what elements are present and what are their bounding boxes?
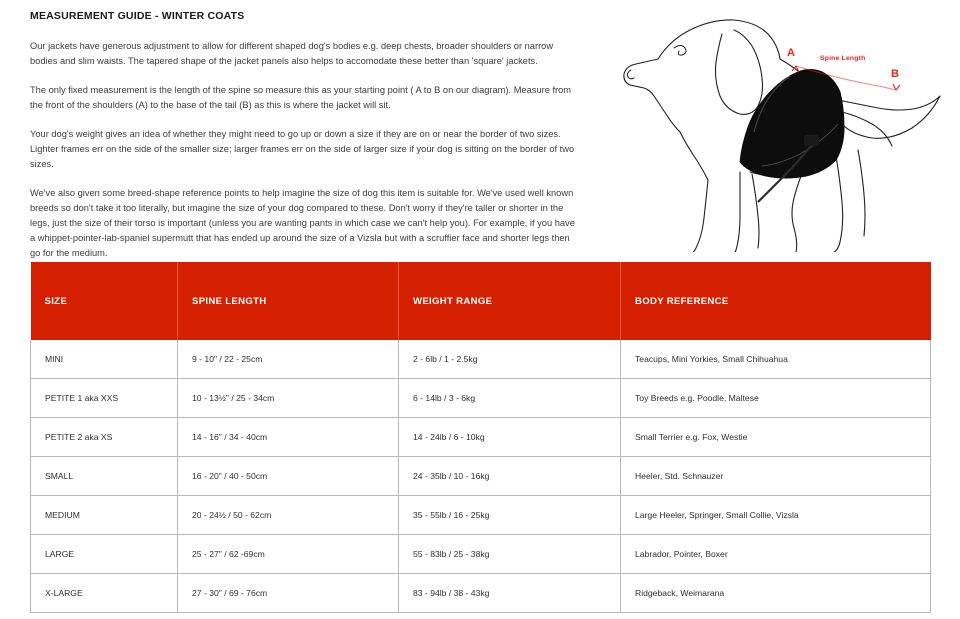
table-row — [31, 340, 931, 379]
guide-paragraph-3: Your dog's weight gives an idea of whether they might need to go up or down a size if they are on or near the border of two sizes. Lighter frames err on the side of the smaller size; larger frames err on the side of larger size if your dog is sitting on the border of two sizes. — [30, 128, 575, 169]
cell-size: MEDIUM — [31, 496, 178, 535]
cell-spine: 14 - 16" / 34 - 40cm — [178, 418, 399, 457]
cell-weight: 14 - 24lb / 6 - 10kg — [399, 418, 621, 457]
size-chart-table — [30, 262, 931, 613]
cell-size: PETITE 2 aka XS — [31, 418, 178, 457]
spine-length-caption: Spine Length — [820, 55, 866, 62]
cell-spine: 10 - 13½" / 25 - 34cm — [178, 379, 399, 418]
table-row — [31, 379, 931, 418]
guide-paragraph-2: The only fixed measurement is the length of the spine so measure this as your starting point ( A to B on our diagram). Measure from the front of the shoulders (A) to the base of the tail (B) as this is where the jacket will sit. — [30, 84, 572, 110]
guide-intro-section — [0, 0, 960, 259]
cell-spine: 20 - 24½ / 50 - 62cm — [178, 496, 399, 535]
cell-spine: 25 - 27" / 62 -69cm — [178, 535, 399, 574]
guide-paragraph-1: Our jackets have generous adjustment to allow for different shaped dog's bodies e.g. deep chests, broader shoulders or narrow bodies and slim waists. The tapered shape of the jacket panels also helps to accomodate these better than 'square' jackets. — [30, 40, 554, 66]
cell-weight: 35 - 55lb / 16 - 25kg — [399, 496, 621, 535]
dog-coat-shape — [740, 70, 844, 179]
size-chart-section — [30, 262, 930, 613]
column-header-body-reference: BODY REFERENCE — [621, 262, 931, 340]
table-row — [31, 418, 931, 457]
cell-body-reference: Labrador, Pointer, Boxer — [621, 535, 931, 574]
table-row — [31, 574, 931, 613]
cell-body-reference: Small Terrier e.g. Fox, Westie — [621, 418, 931, 457]
cell-size: X-LARGE — [31, 574, 178, 613]
cell-weight: 83 - 94lb / 38 - 43kg — [399, 574, 621, 613]
cell-weight: 6 - 14lb / 3 - 6kg — [399, 379, 621, 418]
column-header-spine-length: SPINE LENGTH — [178, 262, 399, 340]
point-b-label: B — [891, 68, 899, 80]
cell-size: LARGE — [31, 535, 178, 574]
page-title: MEASUREMENT GUIDE - WINTER COATS — [30, 10, 245, 22]
cell-spine: 27 - 30" / 69 - 76cm — [178, 574, 399, 613]
table-row — [31, 457, 931, 496]
point-a-label: A — [787, 47, 795, 59]
cell-body-reference: Teacups, Mini Yorkies, Small Chihuahua — [621, 340, 931, 379]
cell-body-reference: Large Heeler, Springer, Small Collie, Vizsla — [621, 496, 931, 535]
table-header-row — [31, 262, 931, 340]
cell-body-reference: Ridgeback, Weimarana — [621, 574, 931, 613]
table-row — [31, 496, 931, 535]
cell-weight: 2 - 6lb / 1 - 2.5kg — [399, 340, 621, 379]
cell-weight: 55 - 83lb / 25 - 38kg — [399, 535, 621, 574]
column-header-weight-range: WEIGHT RANGE — [399, 262, 621, 340]
guide-text-column — [30, 10, 578, 261]
cell-size: SMALL — [31, 457, 178, 496]
table-row — [31, 535, 931, 574]
cell-size: PETITE 1 aka XXS — [31, 379, 178, 418]
cell-body-reference: Heeler, Std. Schnauzer — [621, 457, 931, 496]
cell-spine: 16 - 20" / 40 - 50cm — [178, 457, 399, 496]
guide-paragraph-4: We've also given some breed-shape reference points to help imagine the size of dog this item is suitable for. We've used well known breeds so don't take it too literally, but imagine the size of your dog compared to these. Don't worry if they're taller or shorter in the legs, just the size of their torso is important (unless you are wanting pants in which case we can't help you). For example, if you have a whippet-pointer-lab-spaniel supermutt that has ended up around the size of a Vizsla but with a scruffier face and shorter legs then go for the medium. — [30, 187, 575, 259]
cell-body-reference: Toy Breeds e.g. Poodle, Maltese — [621, 379, 931, 418]
cell-size: MINI — [31, 340, 178, 379]
cell-spine: 9 - 10" / 22 - 25cm — [178, 340, 399, 379]
dog-measurement-diagram — [600, 4, 960, 252]
column-header-size: SIZE — [31, 262, 178, 340]
cell-weight: 24 - 35lb / 10 - 16kg — [399, 457, 621, 496]
